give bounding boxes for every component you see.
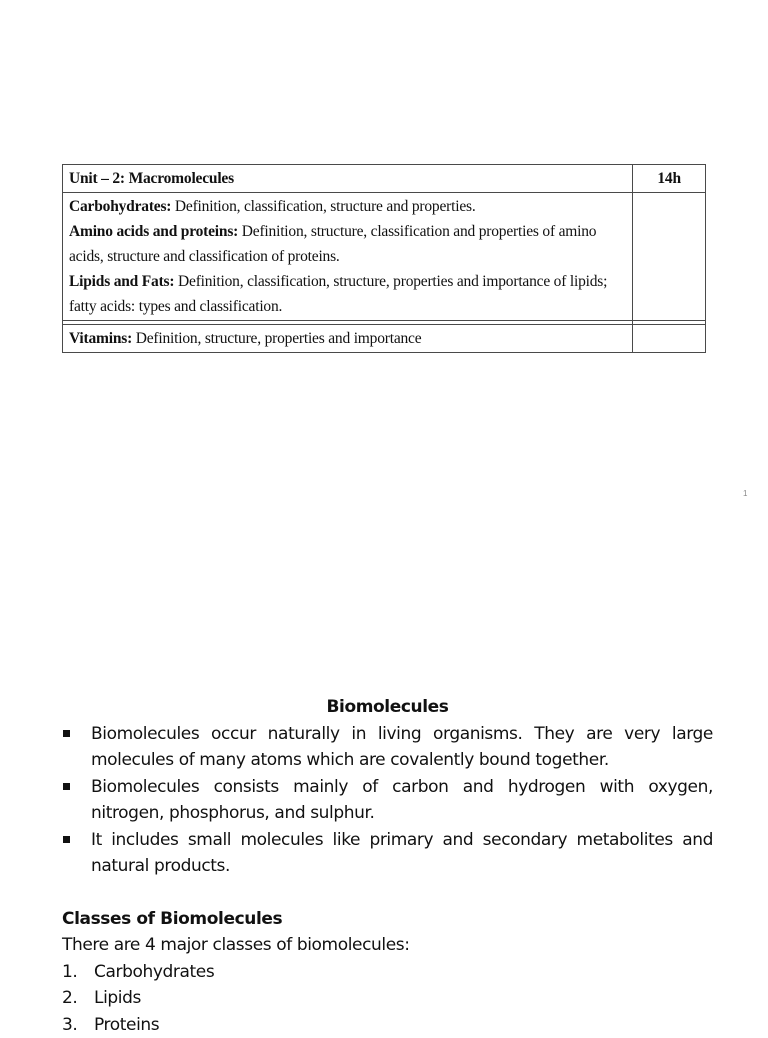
list-number: 1. bbox=[62, 959, 94, 986]
unit-hours: 14h bbox=[633, 165, 706, 193]
syllabus-header-row bbox=[63, 165, 706, 193]
classes-intro: There are 4 major classes of biomolecules: bbox=[62, 932, 713, 959]
classes-list bbox=[62, 959, 713, 1038]
topic-desc: Definition, classification, structure and properties. bbox=[171, 198, 475, 215]
classes-title: Classes of Biomolecules bbox=[62, 906, 713, 933]
list-item bbox=[62, 959, 713, 986]
list-number: 3. bbox=[62, 1012, 94, 1038]
topic-amino-acids bbox=[69, 219, 626, 269]
syllabus-topics-row bbox=[63, 193, 706, 321]
syllabus-vitamins-row bbox=[63, 325, 706, 353]
class-label: Proteins bbox=[94, 1015, 159, 1035]
list-number: 2. bbox=[62, 985, 94, 1012]
topic-term: Carbohydrates: bbox=[69, 198, 171, 215]
notes-title: Biomolecules bbox=[62, 694, 713, 721]
topic-desc: Definition, classification, structure, properties and importance of lipids; fatty acids: types and classification. bbox=[69, 273, 607, 315]
vitamins-hours-cell bbox=[633, 325, 706, 353]
page-number: 1 bbox=[743, 489, 747, 498]
topic-term: Vitamins: bbox=[69, 330, 132, 347]
topic-desc: Definition, structure, properties and importance bbox=[132, 330, 421, 347]
class-label: Lipids bbox=[94, 988, 141, 1008]
bullet-text: Biomolecules occur naturally in living organisms. They are very large molecules of many atoms which are covalently bound together. bbox=[91, 724, 713, 771]
topic-term: Lipids and Fats: bbox=[69, 273, 174, 290]
list-item bbox=[62, 1012, 713, 1038]
topic-term: Amino acids and proteins: bbox=[69, 223, 238, 240]
square-bullet-icon bbox=[63, 836, 70, 843]
biomolecules-notes bbox=[62, 694, 713, 1038]
topics-cell bbox=[63, 193, 633, 321]
topic-carbohydrates bbox=[69, 194, 626, 219]
topic-lipids bbox=[69, 269, 626, 319]
unit-title: Unit – 2: Macromolecules bbox=[63, 165, 633, 193]
topic-desc: Definition, structure, classification and properties of amino acids, structure and classification of proteins. bbox=[69, 223, 596, 265]
square-bullet-icon bbox=[63, 730, 70, 737]
square-bullet-icon bbox=[63, 783, 70, 790]
list-item bbox=[62, 827, 713, 880]
bullet-text: Biomolecules consists mainly of carbon and hydrogen with oxygen, nitrogen, phosphorus, and sulphur. bbox=[91, 777, 713, 824]
class-label: Carbohydrates bbox=[94, 962, 214, 982]
list-item bbox=[62, 721, 713, 774]
notes-bullet-list bbox=[62, 721, 713, 880]
topic-vitamins bbox=[63, 325, 633, 353]
list-item bbox=[62, 985, 713, 1012]
syllabus-table bbox=[62, 164, 706, 353]
bullet-text: It includes small molecules like primary and secondary metabolites and natural products. bbox=[91, 830, 713, 877]
list-item bbox=[62, 774, 713, 827]
topics-hours-cell bbox=[633, 193, 706, 321]
